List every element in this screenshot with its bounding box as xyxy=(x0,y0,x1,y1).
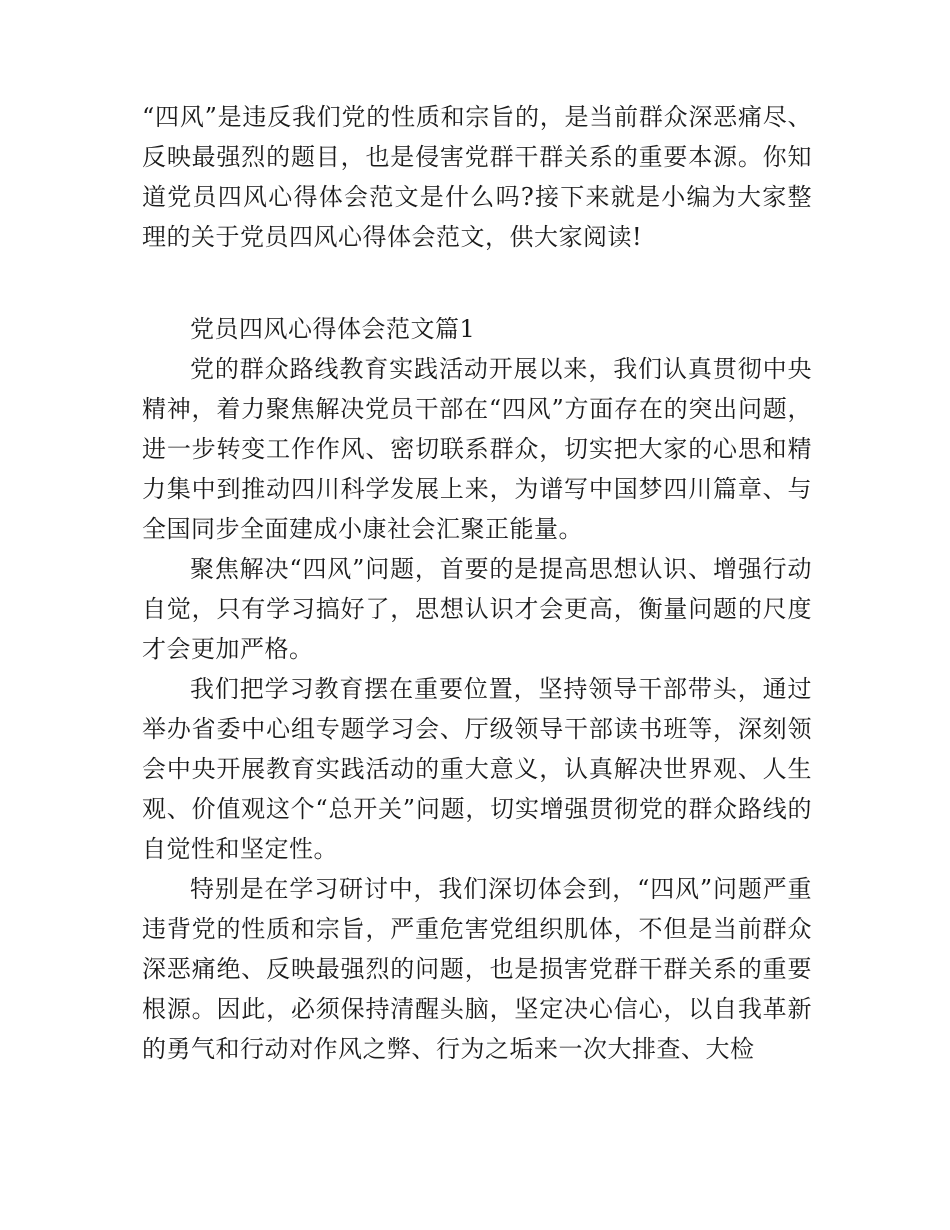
document-page xyxy=(142,97,812,1069)
body-paragraph-4: 特别是在学习研讨中，我们深切体会到，“四风”问题严重违背党的性质和宗旨，严重危害党组织肌体，不但是当前群众深恶痛绝、反映最强烈的问题，也是损害党群干群关系的重要根源。因此，必须保持清醒头脑，坚定决心信心，以自我革新的勇气和行动对作风之弊、行为之垢来一次大排查、大检 xyxy=(142,875,812,1063)
intro-paragraph: “四风”是违反我们党的性质和宗旨的，是当前群众深恶痛尽、反映最强烈的题目，也是侵害党群干群关系的重要本源。你知道党员四风心得体会范文是什么吗?接下来就是小编为大家整理的关于党员四风心得体会范文，供大家阅读! xyxy=(142,103,812,251)
body-paragraph-1: 党的群众路线教育实践活动开展以来，我们认真贯彻中央精神，着力聚焦解决党员干部在“四风”方面存在的突出问题，进一步转变工作作风、密切联系群众，切实把大家的心思和精力集中到推动四川科学发展上来，为谱写中国梦四川篇章、与全国同步全面建成小康社会汇聚正能量。 xyxy=(142,355,812,543)
body-paragraph-2: 聚焦解决“四风”问题，首要的是提高思想认识、增强行动自觉，只有学习搞好了，思想认识才会更高，衡量问题的尺度才会更加严格。 xyxy=(142,555,812,663)
section-spacer xyxy=(142,257,812,309)
section-title: 党员四风心得体会范文篇1 xyxy=(190,315,476,343)
body-paragraph-3: 我们把学习教育摆在重要位置，坚持领导干部带头，通过举办省委中心组专题学习会、厅级领导干部读书班等，深刻领会中央开展教育实践活动的重大意义，认真解决世界观、人生观、价值观这个“总开关”问题，切实增强贯彻党的群众路线的自觉性和坚定性。 xyxy=(142,675,812,863)
